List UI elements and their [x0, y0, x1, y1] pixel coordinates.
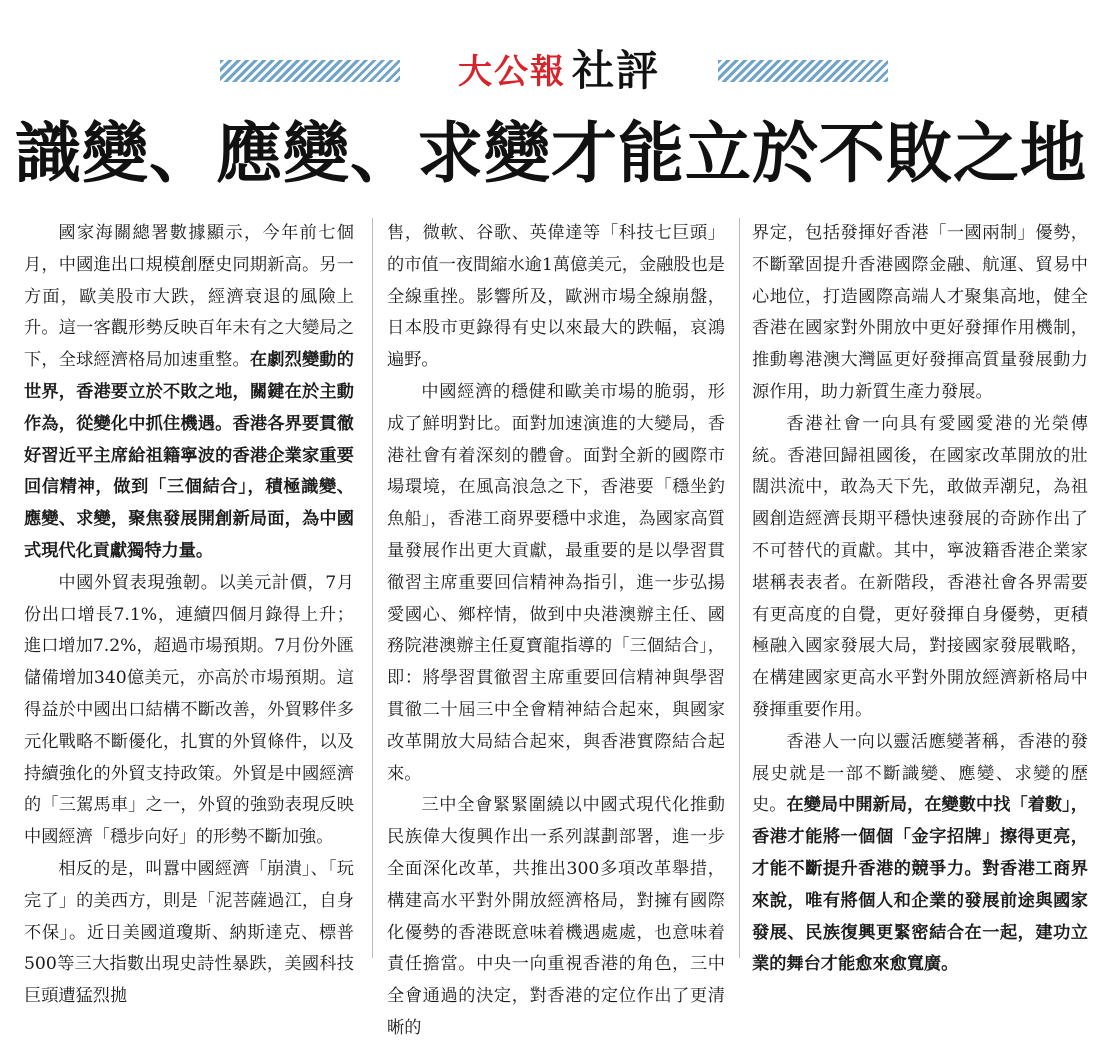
paragraph-text: 國家海關總署數據顯示，今年前七個月，中國進出口規模創歷史同期新高。另一方面，歐美股市大跌，經濟衰退的風險上升。這一客觀形勢反映百年未有之大變局之下，全球經濟格局加速重整。 — [24, 223, 354, 371]
paragraph-text: 三中全會緊緊圍繞以中國式現代化推動民族偉大復興作出一系列謀劃部署，進一步全面深化改革，共推出300多項改革舉措，構建高水平對外開放經濟格局，對擁有國際化優勢的香港既意味着機遇處處，也意味着責任擔當。中央一向重視香港的角色，三中全會通過的決定，對香港的定位作出了更清晰的 — [387, 795, 725, 1038]
newspaper-logo: 大公報 — [457, 51, 566, 92]
paragraph — [24, 218, 354, 568]
column-divider — [739, 218, 740, 958]
article-column-1 — [24, 218, 354, 1007]
decorative-stripes-left — [220, 60, 400, 82]
paragraph — [387, 790, 725, 1044]
paragraph-continued — [752, 218, 1088, 409]
paragraph — [387, 377, 725, 790]
paragraph — [24, 854, 354, 1013]
paragraph-text: 中國經濟的穩健和歐美市場的脆弱，形成了鮮明對比。面對加速演進的大變局，香港社會有着深刻的體會。面對全新的國際市場環境，在風高浪急之下，香港要「穩坐釣魚船」，香港工商界要穩中求進，為國家高質量發展作出更大貢獻，最重要的是以學習貫徹習主席重要回信精神為指引，進一步弘揚愛國心、鄉梓情，做到中央港澳辦主任、國務院港澳辦主任夏寶龍指導的「三個結合」，即：將學習貫徹習主席重要回信精神與學習貫徹二十屆三中全會精神結合起來，與國家改革開放大局結合起來，與香港實際結合起來。 — [387, 381, 725, 784]
paragraph-emphasis: 在劇烈變動的世界，香港要立於不敗之地，關鍵在於主動作為，從變化中抓住機遇。香港各界要貫徹好習近平主席給祖籍寧波的香港企業家重要回信精神，做到「三個結合」，積極識變、應變、求變，聚焦發展開創新局面，為中國式現代化貢獻獨特力量。 — [24, 350, 354, 561]
paragraph-continued — [387, 218, 725, 377]
masthead-brand — [414, 38, 704, 98]
paragraph-text: 香港社會一向具有愛國愛港的光榮傳統。香港回歸祖國後，在國家改革開放的壯闊洪流中，敢為天下先，敢做弄潮兒，為祖國創造經濟長期平穩快速發展的奇跡作出了不可替代的貢獻。其中，寧波籍香港企業家堪稱表表者。在新階段，香港社會各界需要有更高度的自覺，更好發揮自身優勢，更積極融入國家發展大局，對接國家發展戰略，在構建國家更高水平對外開放經濟新格局中發揮重要作用。 — [752, 413, 1088, 720]
decorative-stripes-right — [718, 60, 888, 82]
paragraph-text: 相反的是，叫囂中國經濟「崩潰」、「玩完了」的美西方，則是「泥菩薩過江，自身不保」。近日美國道瓊斯、納斯達克、標普500等三大指數出現史詩性暴跌，美國科技巨頭遭猛烈拋 — [24, 858, 354, 1007]
paragraph-text: 香港人一向以靈活應變著稱，香港的發展史就是一部不斷識變、應變、求變的歷史。 — [752, 731, 1088, 816]
paragraph — [752, 409, 1088, 727]
paragraph-emphasis: 在變局中開新局，在變數中找「着數」，香港才能將一個個「金字招牌」擦得更亮，才能不斷提升香港的競爭力。對香港工商界來說，唯有將個人和企業的發展前途與國家發展、民族復興更緊密結合在一起，建功立業的舞台才能愈來愈寬廣。 — [752, 795, 1088, 975]
section-title: 社評 — [571, 46, 660, 95]
paragraph-text: 中國外貿表現強韌。以美元計價，7月份出口增長7.1%，連續四個月錄得上升；進口增加7.2%，超過市場預期。7月份外匯儲備增加340億美元，亦高於市場預期。這得益於中國出口結構不斷改善，外貿夥伴多元化戰略不斷優化，扎實的外貿條件，以及持續強化的外貿支持政策。外貿是中國經濟的「三駕馬車」之一，外貿的強勁表現反映中國經濟「穩步向好」的形勢不斷加強。 — [24, 572, 354, 848]
headline: 識變、應變、求變才能立於不敗之地 — [15, 115, 1087, 192]
paragraph-text: 界定，包括發揮好香港「一國兩制」優勢，不斷鞏固提升香港國際金融、航運、貿易中心地位，打造國際高端人才聚集高地，健全香港在國家對外開放中更好發揮作用機制，推動粵港澳大灣區更好發揮高質量發展動力源作用，助力新質生產力發展。 — [752, 223, 1088, 402]
article-column-2 — [387, 218, 725, 1038]
paragraph-text: 售，微軟、谷歌、英偉達等「科技七巨頭」的市值一夜間縮水逾1萬億美元，金融股也是全線重挫。影響所及，歐洲市場全線崩盤，日本股市更錄得有史以來最大的跌幅，哀鴻遍野。 — [387, 223, 725, 371]
article-column-3 — [752, 218, 1088, 975]
paragraph — [752, 727, 1088, 981]
masthead — [0, 0, 1102, 110]
column-divider — [372, 218, 373, 958]
paragraph — [24, 568, 354, 854]
